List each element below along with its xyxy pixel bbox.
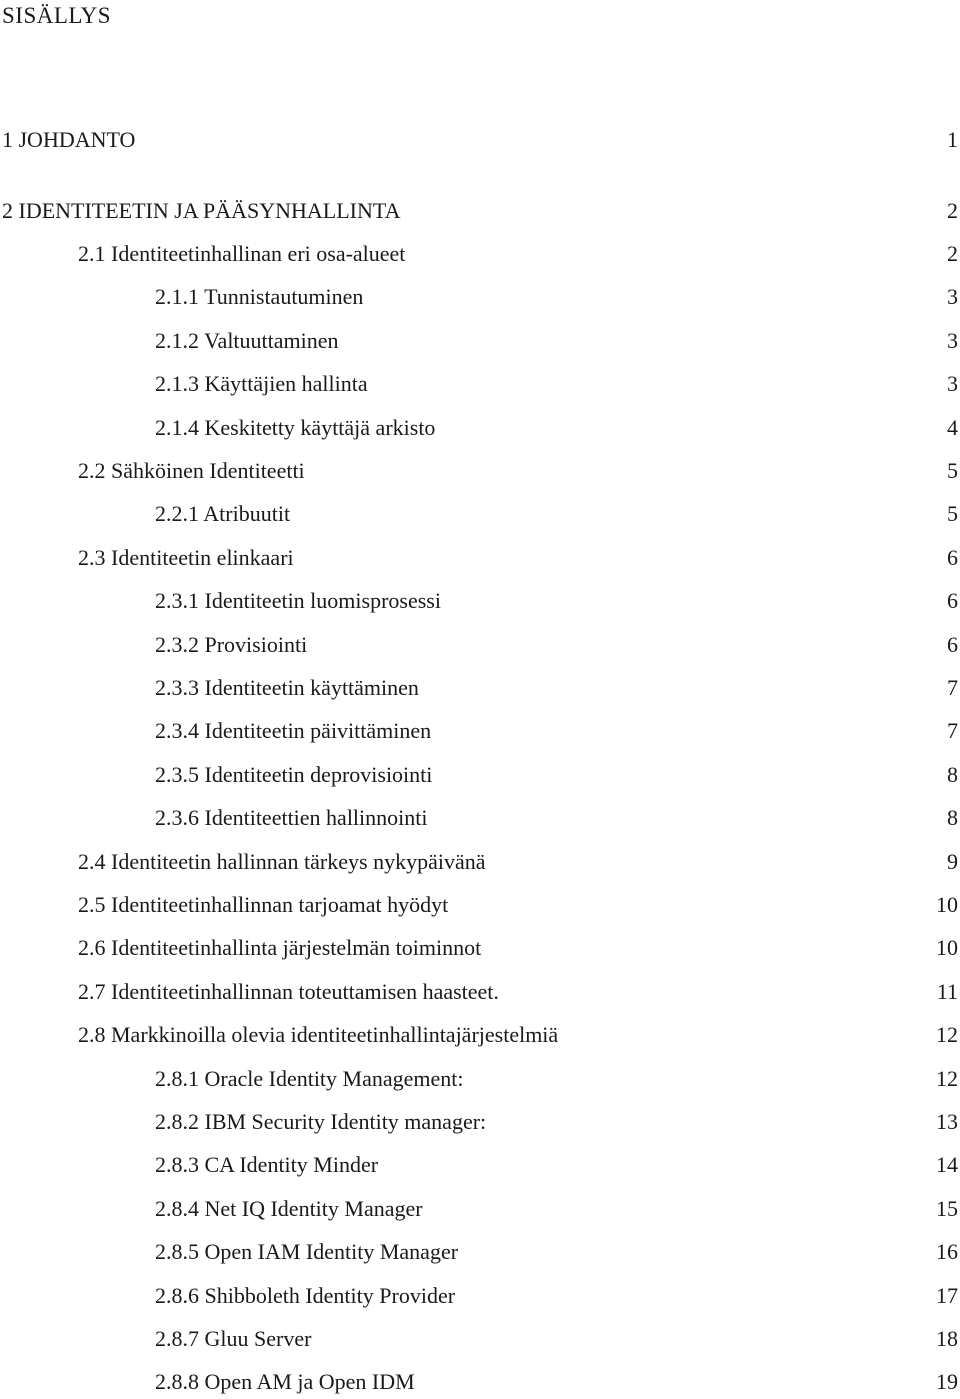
toc-entry-page-number: 2 [947, 241, 958, 266]
toc-entry-text: 2.3 Identiteetin elinkaari [78, 545, 294, 570]
toc-entry-text: 2 IDENTITEETIN JA PÄÄSYNHALLINTA [2, 198, 401, 223]
toc-entry-text: 2.8.5 Open IAM Identity Manager [155, 1239, 459, 1264]
toc-entry-text: 2.2 Sähköinen Identiteetti [78, 458, 305, 483]
toc-entry-page-number: 14 [936, 1152, 958, 1177]
toc-entry-page-number: 6 [947, 545, 958, 570]
toc-entry-page-number: 6 [947, 588, 958, 613]
toc-entry-page-number: 8 [947, 805, 958, 830]
toc-entry[interactable] [0, 1019, 960, 1051]
toc-entry[interactable] [0, 1280, 960, 1312]
toc-entry-text: 2.2.1 Atribuutit [155, 501, 291, 526]
toc-entry-text: 2.8.3 CA Identity Minder [155, 1152, 379, 1177]
toc-entry[interactable] [0, 498, 960, 530]
toc-entry[interactable] [0, 629, 960, 661]
toc-entry-text: 2.1.3 Käyttäjien hallinta [155, 371, 368, 396]
toc-entry-text: 2.3.5 Identiteetin deprovisiointi [155, 762, 433, 787]
toc-entry[interactable] [0, 1106, 960, 1138]
toc-entry[interactable] [0, 672, 960, 704]
toc-entry-text: 2.4 Identiteetin hallinnan tärkeys nykypäivänä [78, 849, 486, 874]
toc-entry-page-number: 15 [936, 1196, 958, 1221]
toc-entry-page-number: 5 [947, 501, 958, 526]
toc-entry-text: 2.8.1 Oracle Identity Management: [155, 1066, 464, 1091]
toc-entry-page-number: 5 [947, 458, 958, 483]
toc-entry-page-number: 1 [947, 127, 958, 152]
toc-entry-text: 2.5 Identiteetinhallinnan tarjoamat hyödyt [78, 892, 449, 917]
toc-entry[interactable] [0, 1149, 960, 1181]
toc-entry-text: 2.8.7 Gluu Server [155, 1326, 312, 1351]
toc-entry-page-number: 2 [947, 198, 958, 223]
toc-entry-page-number: 3 [947, 371, 958, 396]
toc-entry-page-number: 12 [936, 1066, 958, 1091]
toc-entry[interactable] [0, 846, 960, 878]
toc-entry[interactable] [0, 889, 960, 921]
toc-entry[interactable] [0, 759, 960, 791]
toc-entry[interactable] [0, 976, 960, 1008]
toc-entry-text: 2.8.8 Open AM ja Open IDM [155, 1369, 415, 1394]
toc-entry[interactable] [0, 412, 960, 444]
toc-entry[interactable] [0, 1323, 960, 1355]
toc-entry[interactable] [0, 1366, 960, 1398]
toc-entry-page-number: 3 [947, 284, 958, 309]
toc-entry-page-number: 17 [936, 1283, 958, 1308]
toc-entry-text: 2.8.2 IBM Security Identity manager: [155, 1109, 487, 1134]
toc-entry-text: 1 JOHDANTO [2, 127, 136, 152]
toc-entry-text: 2.3.4 Identiteetin päivittäminen [155, 718, 432, 743]
toc-entry-page-number: 18 [936, 1326, 958, 1351]
toc-entry-page-number: 7 [947, 675, 958, 700]
toc-entry-page-number: 8 [947, 762, 958, 787]
toc-entry-page-number: 4 [947, 415, 958, 440]
toc-entry-text: 2.1.4 Keskitetty käyttäjä arkisto [155, 415, 436, 440]
toc-entry-page-number: 16 [936, 1239, 958, 1264]
toc-entry-text: 2.8.6 Shibboleth Identity Provider [155, 1283, 456, 1308]
toc-entry-text: 2.8 Markkinoilla olevia identiteetinhallintajärjestelmiä [78, 1022, 559, 1047]
toc-entry[interactable] [0, 325, 960, 357]
toc-entry[interactable] [0, 542, 960, 574]
toc-entry[interactable] [0, 238, 960, 270]
toc-entry[interactable] [0, 195, 960, 227]
toc-entry-page-number: 11 [936, 979, 958, 1004]
toc-entry-page-number: 7 [947, 718, 958, 743]
toc-entry[interactable] [0, 1193, 960, 1225]
toc-entry[interactable] [0, 455, 960, 487]
toc-entry[interactable] [0, 124, 960, 156]
toc-entry[interactable] [0, 715, 960, 747]
toc-entry-text: 2.8.4 Net IQ Identity Manager [155, 1196, 423, 1221]
toc-entry-text: 2.3.6 Identiteettien hallinnointi [155, 805, 428, 830]
toc-entry-text: 2.3.2 Provisiointi [155, 632, 308, 657]
toc-entry-text: 2.3.1 Identiteetin luomisprosessi [155, 588, 441, 613]
toc-entry-page-number: 6 [947, 632, 958, 657]
toc-entry[interactable] [0, 802, 960, 834]
toc-title: SISÄLLYS [2, 3, 112, 28]
toc-entry-page-number: 10 [936, 935, 958, 960]
toc-entry-text: 2.3.3 Identiteetin käyttäminen [155, 675, 419, 700]
toc-entry-text: 2.1.1 Tunnistautuminen [155, 284, 364, 309]
toc-entry-text: 2.1 Identiteetinhallinan eri osa-alueet [78, 241, 406, 266]
toc-entry-page-number: 10 [936, 892, 958, 917]
toc-entry[interactable] [0, 932, 960, 964]
toc-entry[interactable] [0, 585, 960, 617]
toc-entry[interactable] [0, 1236, 960, 1268]
toc-entry[interactable] [0, 368, 960, 400]
toc-entry-text: 2.7 Identiteetinhallinnan toteuttamisen haasteet. [78, 979, 499, 1004]
toc-entry[interactable] [0, 281, 960, 313]
toc-entry-page-number: 19 [936, 1369, 958, 1394]
toc-entry-text: 2.6 Identiteetinhallinta järjestelmän toiminnot [78, 935, 482, 960]
toc-entry[interactable] [0, 1063, 960, 1095]
toc-entry-text: 2.1.2 Valtuuttaminen [155, 328, 339, 353]
toc-entry-page-number: 13 [936, 1109, 958, 1134]
toc-entry-page-number: 3 [947, 328, 958, 353]
toc-entry-page-number: 12 [936, 1022, 958, 1047]
toc-entry-page-number: 9 [947, 849, 958, 874]
